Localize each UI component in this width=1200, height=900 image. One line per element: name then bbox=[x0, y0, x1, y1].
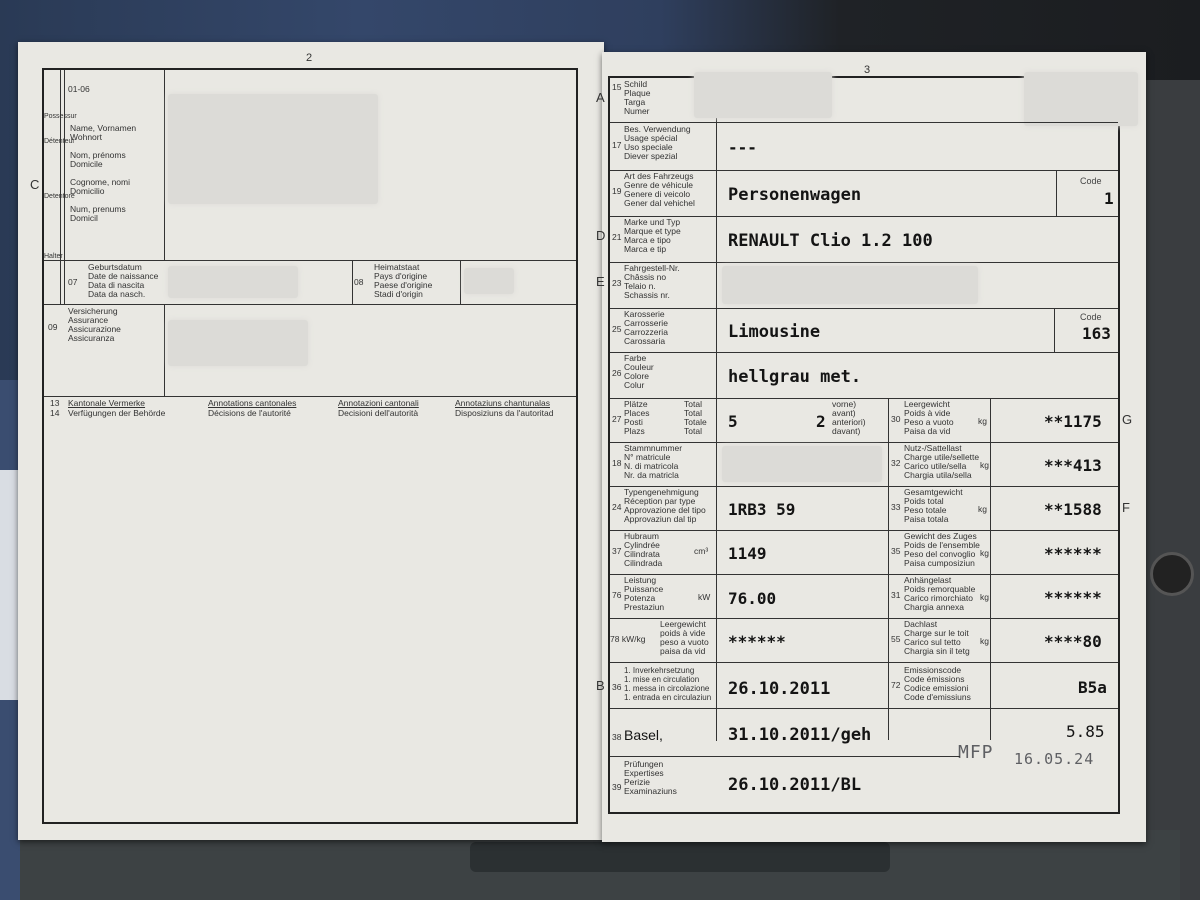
empty-weight-value: **1175 bbox=[1044, 412, 1102, 431]
field-32-label: Nutz-/Sattellast Charge utile/sellette Carico utile/sella Chargia utila/sella bbox=[904, 443, 980, 480]
field-17-number: 17 bbox=[612, 140, 622, 150]
field-27-number: 27 bbox=[612, 414, 622, 424]
field-32-unit: kg bbox=[980, 460, 989, 470]
field-07-number: 07 bbox=[68, 277, 78, 287]
make-model-value: RENAULT Clio 1.2 100 bbox=[728, 231, 933, 251]
field-37-unit: cm³ bbox=[694, 546, 709, 556]
redacted-plate-right bbox=[1024, 72, 1138, 126]
field-38-number: 38 bbox=[612, 732, 622, 742]
field-17-label: Bes. Verwendung Usage spécial Uso speciale Diever spezial bbox=[624, 124, 691, 161]
field-55-unit: kg bbox=[980, 636, 989, 646]
screw-icon bbox=[1150, 552, 1194, 596]
field-78-label: Leergewicht poids à vide peso a vuoto paisa da vid bbox=[660, 619, 709, 656]
seats-total-value: 5 bbox=[728, 412, 738, 431]
seats-front-value: 2 bbox=[816, 412, 826, 431]
payload-value: ***413 bbox=[1044, 456, 1102, 475]
first-registration-value: 26.10.2011 bbox=[728, 679, 831, 699]
trailer-load-value: ****** bbox=[1044, 588, 1102, 607]
redacted-plate bbox=[694, 72, 832, 118]
field-31-number: 31 bbox=[891, 590, 901, 600]
section-letter-d: D bbox=[596, 228, 606, 243]
field-26-label: Farbe Couleur Colore Colur bbox=[624, 353, 654, 390]
field-37-label: Hubraum Cylindrée Cilindrata Cilindrada bbox=[624, 531, 663, 568]
field-21-label: Marke und Typ Marque et type Marca e tipo Marca e tip bbox=[624, 217, 681, 254]
field-15-number: 15 bbox=[612, 82, 622, 92]
issue-date-value: 31.10.2011/geh bbox=[728, 725, 872, 745]
power-weight-ratio-value: ****** bbox=[728, 632, 786, 651]
field-08-label: Heimatstaat Pays d'origine Paese d'origine Stadi d'origin bbox=[374, 262, 433, 299]
redacted-country bbox=[464, 268, 514, 294]
possessor-label-it: Possessur bbox=[44, 113, 77, 120]
field-15-label: Schild Plaque Targa Numer bbox=[624, 79, 651, 116]
annotation-rm-2: Disposiziuns da l'autoritad bbox=[455, 408, 554, 418]
field-30-number: 30 bbox=[891, 414, 901, 424]
field-26-number: 26 bbox=[612, 368, 622, 378]
field-33-number: 33 bbox=[891, 502, 901, 512]
annotation-rm-1: Annotaziuns chantunalas bbox=[455, 398, 550, 408]
redacted-birthdate bbox=[168, 266, 298, 298]
field-09-label: Versicherung Assurance Assicurazione Assicuranza bbox=[68, 306, 121, 343]
body-type-value: Limousine bbox=[728, 322, 821, 342]
field-25-label: Karosserie Carrosserie Carrozzeria Carossaria bbox=[624, 309, 668, 346]
field-24-number: 24 bbox=[612, 502, 622, 512]
emission-code-value: B5a bbox=[1078, 678, 1107, 697]
field-24-label: Typengenehmigung Réception par type Approvazione del tipo Approvaziun dal tip bbox=[624, 487, 706, 524]
field-13-label: Kantonale Vermerke bbox=[68, 398, 146, 408]
field-30-label: Leergewicht Poids à vide Peso a vuoto Paisa da vid bbox=[904, 399, 954, 436]
redacted-insurance bbox=[168, 320, 308, 366]
field-72-label: Emissionscode Code émissions Codice emissioni Code d'emissiuns bbox=[904, 665, 971, 702]
field-39-label: Prüfungen Expertises Perizie Examinaziuns bbox=[624, 759, 677, 796]
stamp-code: MFP bbox=[958, 742, 994, 763]
section-letter-f: F bbox=[1122, 500, 1130, 515]
seats-front-label: vorne) avant) anteriori) davant) bbox=[832, 399, 866, 436]
annotation-fr-1: Annotations cantonales bbox=[208, 398, 297, 408]
stamp-date: 16.05.24 bbox=[1014, 750, 1095, 768]
body-type-code: 163 bbox=[1082, 324, 1111, 343]
color-value: hellgrau met. bbox=[728, 367, 862, 387]
field-18-number: 18 bbox=[612, 458, 622, 468]
displacement-value: 1149 bbox=[728, 544, 767, 563]
field-14-number: 14 bbox=[50, 408, 60, 418]
section-letter-a: A bbox=[596, 90, 605, 105]
field-76-number: 76 bbox=[612, 590, 622, 600]
owner-label-it: Detentore bbox=[44, 193, 75, 200]
field-35-label: Gewicht des Zuges Poids de l'ensemble Peso del convoglio Paisa cumposiziun bbox=[904, 531, 980, 568]
possessor-label-fr: Détenteur bbox=[44, 138, 75, 145]
page-number: 2 bbox=[306, 52, 313, 64]
field-18-label: Stammnummer N° matricule N. di matricola Nr. da matricla bbox=[624, 443, 683, 480]
body-type-code-label: Code bbox=[1080, 312, 1102, 322]
field-19-label: Art des Fahrzeugs Genre de véhicule Genere di veicolo Gener dal vehichel bbox=[624, 171, 695, 208]
owner-label-de: Halter bbox=[44, 253, 63, 260]
section-letter-b: B bbox=[596, 678, 605, 693]
field-25-number: 25 bbox=[612, 324, 622, 334]
field-76-label: Leistung Puissance Potenza Prestaziun bbox=[624, 575, 665, 612]
field-27-total-label: Total Total Totale Total bbox=[684, 399, 707, 436]
registration-page-left bbox=[18, 42, 604, 840]
field-21-number: 21 bbox=[612, 232, 622, 242]
special-usage-value: --- bbox=[728, 138, 757, 157]
background-dashboard-slot bbox=[470, 842, 890, 872]
field-76-unit: kW bbox=[698, 592, 711, 602]
field-55-label: Dachlast Charge sur le toit Carico sul tetto Chargia sin il tetg bbox=[904, 619, 970, 656]
field-72-number: 72 bbox=[891, 680, 901, 690]
field-19-number: 19 bbox=[612, 186, 622, 196]
total-weight-value: **1588 bbox=[1044, 500, 1102, 519]
field-01-number: 01-06 bbox=[68, 84, 90, 94]
field-31-label: Anhängelast Poids remorquable Carico rimorchiato Chargia annexa bbox=[904, 575, 976, 612]
field-23-number: 23 bbox=[612, 278, 622, 288]
page-number: 3 bbox=[864, 64, 871, 76]
field-78-number: 78 kW/kg bbox=[610, 634, 646, 644]
annotation-it-2: Decisioni dell'autorità bbox=[338, 408, 419, 418]
type-approval-value: 1RB3 59 bbox=[728, 500, 796, 519]
section-letter-e: E bbox=[596, 274, 605, 289]
field-33-unit: kg bbox=[978, 504, 987, 514]
section-letter-c: C bbox=[30, 177, 40, 192]
field-37-number: 37 bbox=[612, 546, 622, 556]
inspection-date-value: 26.10.2011/BL bbox=[728, 775, 862, 795]
annotation-it-1: Annotazioni cantonali bbox=[338, 398, 419, 408]
field-36-label: 1. Inverkehrsetzung 1. mise en circulation 1. messa in circolazione 1. entrada en circulaziun bbox=[624, 666, 712, 702]
vehicle-type-code: 1 bbox=[1104, 189, 1114, 208]
redacted-name bbox=[168, 94, 378, 204]
redacted-chassis bbox=[722, 266, 978, 304]
vehicle-type-code-label: Code bbox=[1080, 176, 1102, 186]
annotation-fr-2: Décisions de l'autorité bbox=[208, 408, 291, 418]
registration-page-right bbox=[596, 52, 1146, 842]
field-13-number: 13 bbox=[50, 398, 60, 408]
train-weight-value: ****** bbox=[1044, 544, 1102, 563]
field-35-number: 35 bbox=[891, 546, 901, 556]
field-33-label: Gesamtgewicht Poids total Peso totale Paisa totala bbox=[904, 487, 963, 524]
field-09-number: 09 bbox=[48, 322, 58, 332]
issue-place: Basel, bbox=[624, 727, 663, 743]
field-08-number: 08 bbox=[354, 277, 364, 287]
field-07-label: Geburtsdatum Date de naissance Data di nascita Data da nasch. bbox=[88, 262, 159, 299]
field-27-label: Plätze Places Posti Plazs bbox=[624, 399, 650, 436]
roof-load-value: ****80 bbox=[1044, 632, 1102, 651]
fee-amount: 5.85 bbox=[1066, 722, 1105, 741]
field-31-unit: kg bbox=[980, 592, 989, 602]
vehicle-type-value: Personenwagen bbox=[728, 185, 862, 205]
section-letter-g: G bbox=[1122, 412, 1133, 427]
field-55-number: 55 bbox=[891, 634, 901, 644]
field-14-label: Verfügungen der Behörde bbox=[68, 408, 166, 418]
redacted-matricule bbox=[722, 446, 882, 482]
field-39-number: 39 bbox=[612, 782, 622, 792]
field-35-unit: kg bbox=[980, 548, 989, 558]
field-30-unit: kg bbox=[978, 416, 987, 426]
power-value: 76.00 bbox=[728, 589, 777, 608]
field-36-number: 36 bbox=[612, 682, 622, 692]
field-23-label: Fahrgestell-Nr. Châssis no Telaio n. Schassis nr. bbox=[624, 263, 680, 300]
field-01-labels: Name, Vornamen Wohnort Nom, prénoms Domicile Cognome, nomi Domicilio Num, prenums Domicil bbox=[70, 123, 137, 223]
field-32-number: 32 bbox=[891, 458, 901, 468]
